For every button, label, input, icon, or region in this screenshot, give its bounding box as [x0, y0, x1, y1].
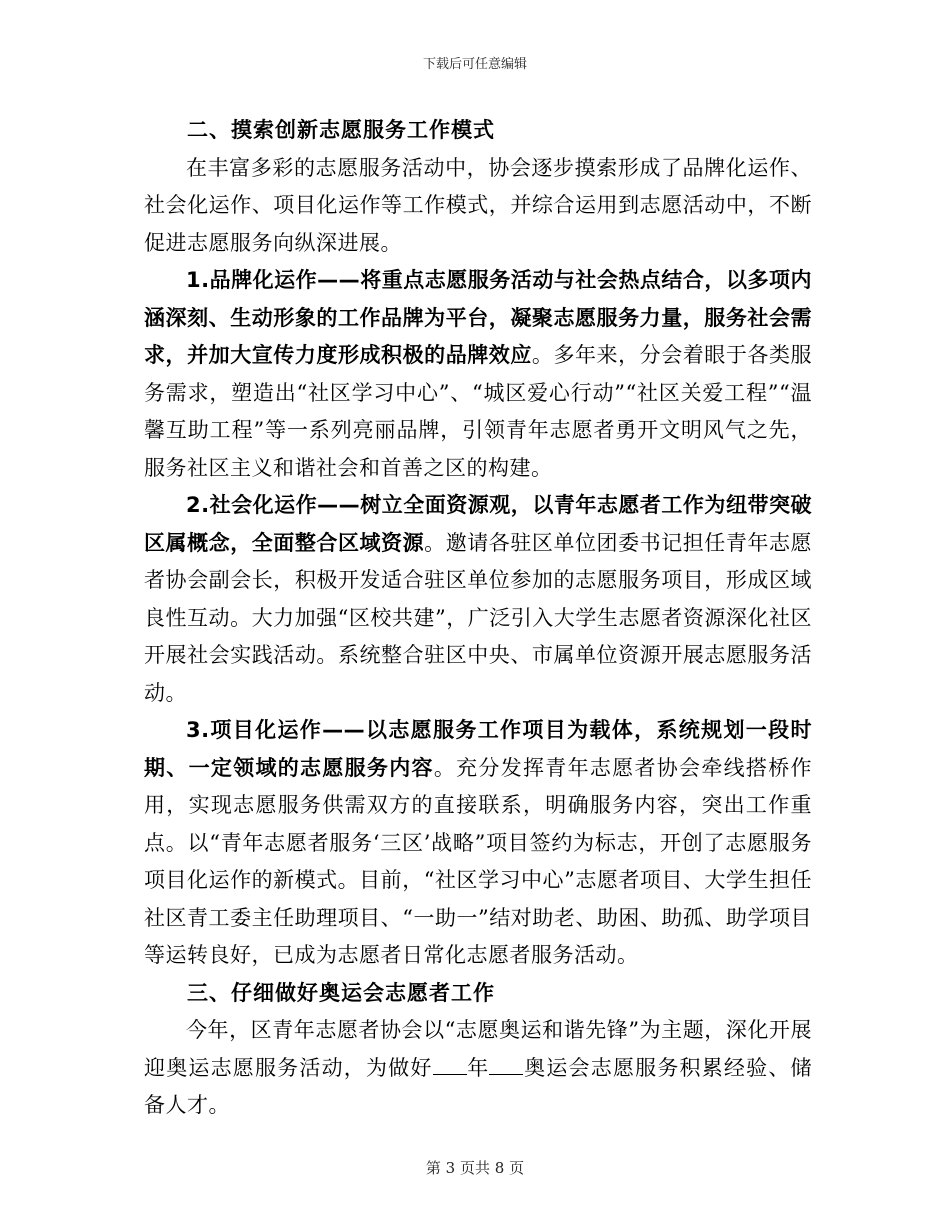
document-body [144, 112, 812, 1125]
section-heading-2: 二、摸索创新志愿服务工作模式 [187, 118, 495, 142]
item-paragraph-2 [144, 487, 812, 712]
section-heading-3: 三、仔细做好奥运会志愿者工作 [187, 980, 495, 1005]
item-lead-1: 1.品牌化运作——将重点志愿服务活动与社会热点结合，以多项内涵深刻、生动形象的工作品牌为平台，凝聚志愿服务力量，服务社会需求，并加大宣传力度形成积极的品牌效应 [144, 268, 812, 367]
blank-underline [489, 1073, 523, 1075]
page-header: 下载后可任意编辑 [422, 57, 527, 72]
section-3-paragraph [144, 1012, 812, 1125]
blank-underline [433, 1073, 467, 1075]
section-2-intro: 在丰富多彩的志愿服务活动中，协会逐步摸索形成了品牌化运作、社会化运作、项目化运作等工作模式，并综合运用到志愿活动中，不断促进志愿服务向纵深进展。 [144, 155, 812, 255]
item-text-1: 。多年来，分会着眼于各类服务需求，塑造出“社区学习中心”、“城区爱心行动”“社区关爱工程”“温馨互助工程”等一系列亮丽品牌，引领青年志愿者勇开文明风气之先，服务社区主义和谐社会和首善之区的构建。 [144, 343, 813, 480]
section-3-text-a: 今年，区青年志愿者协会以“志愿奥运和谐先锋”为主题，深化开展迎奥运志愿服务活动，为做好 [144, 1018, 812, 1080]
section-3-text-c: 奥运会志愿服务积累经验、储备人才。 [144, 1055, 813, 1117]
item-paragraph-3 [144, 712, 812, 975]
section-3-text-b: 年 [466, 1055, 490, 1080]
item-text-2: 。邀请各驻区单位团委书记担任青年志愿者协会副会长，积极开发适合驻区单位参加的志愿服务项目，形成区域良性互动。大力加强“区校共建”，广泛引入大学生志愿者资源深化社区开展社会实践活动。系统整合驻区中央、市属单位资源开展志愿服务活动。 [144, 530, 813, 705]
item-lead-3: 3.项目化运作——以志愿服务工作项目为载体，系统规划一段时期、一定领域的志愿服务内容 [144, 718, 812, 780]
item-text-3: 。充分发挥青年志愿者协会牵线搭桥作用，实现志愿服务供需双方的直接联系，明确服务内容，突出工作重点。以“青年志愿者服务‘三区’战略”项目签约为标志，开创了志愿服务项目化运作的新模式。目前，“社区学习中心”志愿者项目、大学生担任社区青工委主任助理项目、“一助一”结对助老、助困、助孤、助学项目等运转良好，已成为志愿者日常化志愿者服务活动。 [144, 755, 813, 967]
page-footer: 第 3 页共 8 页 [425, 1159, 525, 1177]
item-paragraph-1 [144, 262, 812, 487]
item-lead-2: 2.社会化运作——树立全面资源观，以青年志愿者工作为纽带突破区属概念，全面整合区域资源 [144, 493, 812, 555]
